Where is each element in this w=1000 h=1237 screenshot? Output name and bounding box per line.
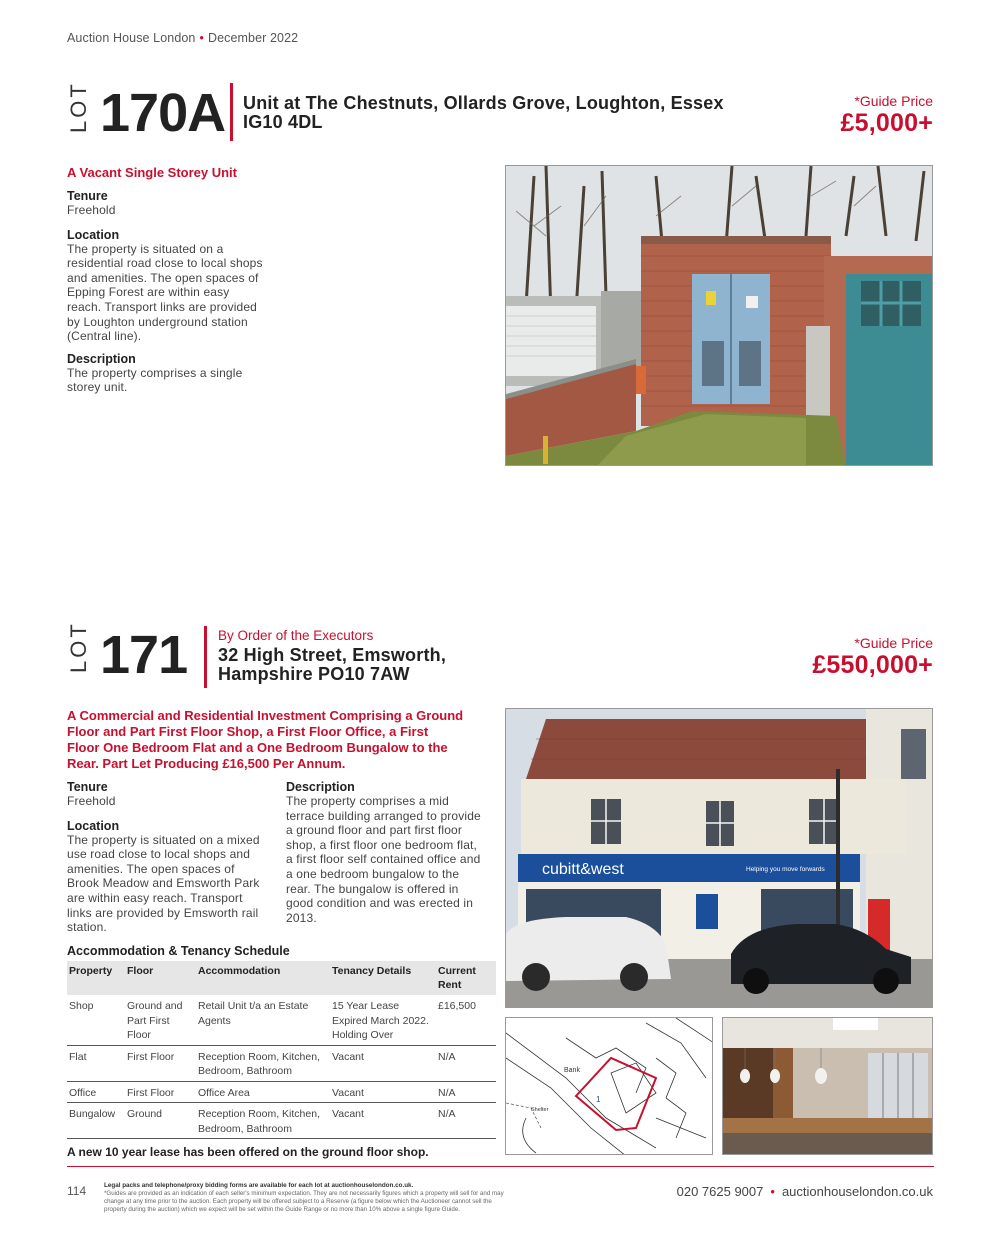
text-line: change at any time prior to the auction. Each property will be offered subject to a Reserve (a figure below which the Auctioneer cannot sell the bbox=[104, 1198, 492, 1205]
lot-details bbox=[67, 189, 297, 395]
table-cell: Shop bbox=[67, 995, 125, 1045]
guide-price: £5,000+ bbox=[840, 109, 933, 137]
lot-title-line: Unit at The Chestnuts, Ollards Grove, Loughton, Essex bbox=[243, 93, 724, 113]
text-line: by Loughton underground station bbox=[67, 314, 248, 329]
table-cell: Ground bbox=[125, 1103, 196, 1139]
text-line: good condition and was erected in bbox=[286, 896, 474, 911]
text-line: The property is situated on a bbox=[67, 241, 224, 256]
text-line: The property is situated on a mixed bbox=[67, 832, 260, 847]
text-line: terrace building arranged to provide bbox=[286, 808, 481, 823]
table-cell: Flat bbox=[67, 1045, 125, 1081]
column-header: Accommodation bbox=[196, 961, 330, 995]
schedule-heading: Accommodation & Tenancy Schedule bbox=[67, 944, 290, 958]
text-line: and amenities. The open spaces of bbox=[67, 270, 259, 285]
tenure-heading: Tenure bbox=[67, 189, 108, 203]
location-heading: Location bbox=[67, 227, 120, 242]
table-cell: Office bbox=[67, 1081, 125, 1103]
description-text bbox=[286, 794, 501, 925]
table-cell: First Floor bbox=[125, 1045, 196, 1081]
table-cell: £16,500 bbox=[436, 995, 496, 1045]
page-header bbox=[67, 31, 298, 45]
schedule-table-wrap bbox=[67, 961, 496, 1159]
text-line: use road close to local shops and bbox=[67, 847, 251, 862]
column-header: Floor bbox=[125, 961, 196, 995]
shop-sign: cubitt&west bbox=[542, 861, 624, 878]
description-heading: Description bbox=[67, 351, 136, 366]
table-cell: Reception Room, Kitchen, Bedroom, Bathroom bbox=[196, 1103, 330, 1139]
location-text bbox=[67, 833, 282, 935]
table-row bbox=[67, 1103, 496, 1139]
publisher-name: Auction House London bbox=[67, 31, 196, 45]
issue-date: December 2022 bbox=[207, 31, 299, 45]
lot-label: LOT bbox=[66, 81, 91, 133]
location-map bbox=[505, 1017, 713, 1155]
lot-details-left bbox=[67, 780, 282, 935]
text-line: shop, a first floor one bedroom flat, bbox=[286, 837, 477, 852]
site-plan-map bbox=[506, 1018, 713, 1155]
text-line: a ground floor and part first floor bbox=[286, 823, 463, 838]
lot-title bbox=[243, 94, 783, 132]
header-separator: • bbox=[199, 31, 204, 45]
text-line: station. bbox=[67, 920, 107, 935]
text-line: amenities. The open spaces of bbox=[67, 861, 235, 876]
table-cell: 15 Year Lease Expired March 2022. Holding Over bbox=[330, 995, 436, 1045]
table-cell: N/A bbox=[436, 1081, 496, 1103]
lot-divider bbox=[204, 626, 207, 688]
table-cell: Ground and Part First Floor bbox=[125, 995, 196, 1045]
lot-number: 171 bbox=[100, 625, 188, 685]
tenure-heading: Tenure bbox=[67, 780, 108, 794]
table-cell: Retail Unit t/a an Estate Agents bbox=[196, 995, 330, 1045]
table-cell: Reception Room, Kitchen, Bedroom, Bathroom bbox=[196, 1045, 330, 1081]
footer-rule bbox=[67, 1166, 934, 1167]
location-heading: Location bbox=[67, 818, 120, 833]
footer-legal bbox=[104, 1181, 644, 1214]
property-photo bbox=[505, 708, 933, 1008]
shopfront-photo-illustration bbox=[506, 709, 933, 1008]
text-line: reach. Transport links are provided bbox=[67, 299, 258, 314]
column-header: Current Rent bbox=[436, 961, 496, 995]
lot-strapline bbox=[67, 708, 497, 772]
text-line: Epping Forest are within easy bbox=[67, 285, 230, 300]
column-header: Tenancy Details bbox=[330, 961, 436, 995]
page-number: 114 bbox=[67, 1184, 87, 1198]
text-line: storey unit. bbox=[67, 380, 128, 395]
lot-title-line: IG10 4DL bbox=[243, 112, 323, 132]
table-cell: Vacant bbox=[330, 1045, 436, 1081]
text-line: residential road close to local shops bbox=[67, 256, 263, 271]
text-line: a first floor self contained office and bbox=[286, 852, 481, 867]
table-cell: Vacant bbox=[330, 1103, 436, 1139]
map-label-shelter: Shelter bbox=[531, 1107, 549, 1113]
text-line: a one bedroom bungalow to the bbox=[286, 866, 460, 881]
property-photo bbox=[505, 165, 933, 466]
footer-separator: • bbox=[770, 1184, 775, 1199]
lot-number: 170A bbox=[100, 83, 226, 143]
text-line: rear. The bungalow is offered in bbox=[286, 881, 459, 896]
legal-bold: Legal packs and telephone/proxy bidding forms are available for each lot at auctionhouselondon.co.uk. bbox=[104, 1182, 414, 1189]
lot-title-line: 32 High Street, Emsworth, bbox=[218, 645, 447, 665]
guide-price-label: *Guide Price bbox=[854, 93, 933, 109]
text-line: Brook Meadow and Emsworth Park bbox=[67, 876, 260, 891]
text-line: links are provided by Emsworth rail bbox=[67, 905, 259, 920]
text-line: are within easy reach. Transport bbox=[67, 890, 243, 905]
sale-reason: By Order of the Executors bbox=[218, 628, 374, 643]
table-row bbox=[67, 1045, 496, 1081]
location-text bbox=[67, 242, 297, 344]
lot-details-right bbox=[286, 780, 501, 925]
table-cell: First Floor bbox=[125, 1081, 196, 1103]
text-line: *Guides are provided as an indication of each seller's minimum expectation. They are not necessarily figures which a property will sell for and may bbox=[104, 1190, 504, 1197]
column-header: Property bbox=[67, 961, 125, 995]
schedule-note: A new 10 year lease has been offered on the ground floor shop. bbox=[67, 1145, 429, 1159]
table-cell: Vacant bbox=[330, 1081, 436, 1103]
tenancy-schedule-table bbox=[67, 961, 496, 1139]
table-cell: N/A bbox=[436, 1103, 496, 1139]
text-line: (Central line). bbox=[67, 329, 142, 344]
website-link[interactable]: auctionhouselondon.co.uk bbox=[781, 1184, 933, 1199]
table-cell: N/A bbox=[436, 1045, 496, 1081]
guide-price: £550,000+ bbox=[812, 651, 933, 679]
table-header-row bbox=[67, 961, 496, 995]
strap-line: Rear. Part Let Producing £16,500 Per Annum. bbox=[67, 756, 346, 771]
lot-title-line: Hampshire PO10 7AW bbox=[218, 664, 410, 684]
tenure-value: Freehold bbox=[67, 794, 116, 808]
lot-strapline: A Vacant Single Storey Unit bbox=[67, 165, 238, 180]
text-line: The property comprises a single bbox=[67, 365, 243, 380]
text-line: The property comprises a mid bbox=[286, 794, 449, 808]
lot-title bbox=[218, 646, 618, 684]
table-cell: Bungalow bbox=[67, 1103, 125, 1139]
shop-tagline: Helping you move forwards bbox=[746, 866, 825, 873]
footer-contact bbox=[677, 1184, 933, 1199]
table-cell: Office Area bbox=[196, 1081, 330, 1103]
legal-small bbox=[104, 1190, 644, 1214]
map-lot-marker: 1 bbox=[596, 1095, 601, 1104]
lot-divider bbox=[230, 83, 233, 141]
unit-photo-illustration bbox=[506, 166, 933, 466]
description-heading: Description bbox=[286, 780, 355, 794]
strap-line: Floor and Part First Floor Shop, a First Floor Office, a First bbox=[67, 724, 429, 739]
table-row bbox=[67, 995, 496, 1045]
text-line: property during the auction) which we expect will be set within the Guide Range or no more than 10% above a single figure Guide. bbox=[104, 1206, 460, 1213]
text-line: 2013. bbox=[286, 910, 317, 925]
strap-line: A Commercial and Residential Investment Comprising a Ground bbox=[67, 708, 464, 723]
phone-number[interactable]: 020 7625 9007 bbox=[676, 1184, 764, 1199]
interior-photo-illustration bbox=[723, 1018, 933, 1155]
guide-price-label: *Guide Price bbox=[854, 635, 933, 651]
description-text bbox=[67, 366, 297, 395]
interior-photo bbox=[722, 1017, 933, 1155]
tenure-value: Freehold bbox=[67, 203, 116, 217]
strap-line: Floor One Bedroom Flat and a One Bedroom Bungalow to the bbox=[67, 740, 448, 755]
table-row bbox=[67, 1081, 496, 1103]
map-label-bank: Bank bbox=[564, 1067, 580, 1074]
lot-label: LOT bbox=[66, 621, 91, 673]
